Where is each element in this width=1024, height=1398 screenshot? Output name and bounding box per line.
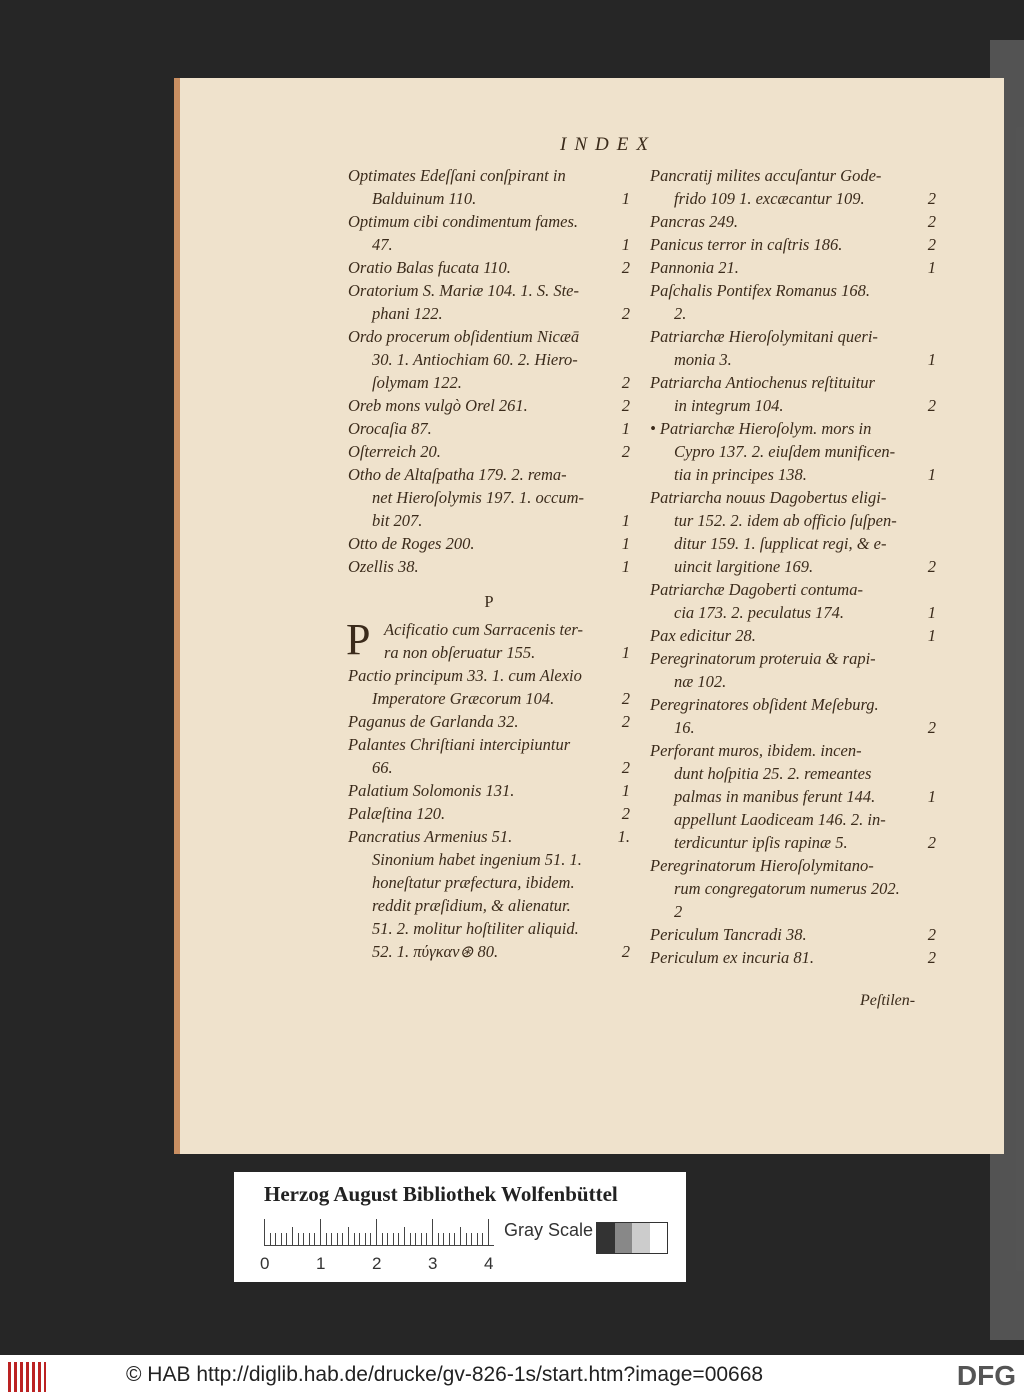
index-entry — [650, 923, 936, 946]
color-calibration-card — [234, 1172, 686, 1282]
entry-text: Orocaſia 87. — [348, 419, 432, 438]
section-letter: P — [484, 592, 494, 611]
index-entry — [348, 463, 630, 486]
entry-text: Peregrinatores obſident Meſeburg. — [650, 695, 879, 714]
dfg-logo: DFG — [956, 1360, 1016, 1391]
entry-text: Acificatio cum Sarracenis ter- — [384, 620, 583, 639]
ruler-tick — [454, 1233, 455, 1245]
entry-text: Peregrinatorum proteruia & rapi- — [650, 649, 876, 668]
index-entry — [650, 739, 936, 762]
entry-text: Periculum ex incuria 81. — [650, 948, 815, 967]
index-entry — [348, 917, 630, 940]
entry-text: frido 109 1. excæcantur 109. — [674, 189, 865, 208]
catchword: Peſtilen- — [860, 992, 916, 1009]
ruler-tick — [382, 1233, 383, 1245]
ruler-tick — [488, 1219, 489, 1245]
entry-text: Otto de Roges 200. — [348, 534, 475, 553]
ruler-tick — [466, 1233, 467, 1245]
entry-text: 51. 2. molitur hoſtiliter aliquid. — [372, 919, 579, 938]
ruler-tick — [354, 1233, 355, 1245]
index-entry — [650, 624, 936, 647]
entry-text: • Patriarchæ Hieroſolym. mors in — [650, 419, 872, 438]
entry-text: 52. 1. πύγκαν⊛ 80. — [372, 942, 499, 961]
entry-column-ref: 2 — [621, 396, 630, 415]
entry-text: Pax edicitur 28. — [650, 626, 756, 645]
index-entry — [348, 325, 630, 348]
entry-text: Perforant muros, ibidem. incen- — [650, 741, 862, 760]
index-entry — [348, 733, 630, 756]
ruler-tick — [286, 1233, 287, 1245]
index-entry — [348, 279, 630, 302]
entry-column-ref: 1 — [621, 557, 630, 576]
entry-text: Ozellis 38. — [348, 557, 419, 576]
index-entry — [650, 394, 936, 417]
index-entry — [348, 371, 630, 394]
ruler-tick — [398, 1233, 399, 1245]
index-entry — [348, 532, 630, 555]
entry-text: net Hieroſolymis 197. 1. occum- — [372, 488, 585, 507]
ruler-number: 0 — [260, 1254, 270, 1273]
ruler-tick — [438, 1233, 439, 1245]
ruler-tick — [264, 1219, 265, 1245]
entry-text: reddit præſidium, & alienatur. — [372, 896, 571, 915]
index-entry — [650, 279, 936, 302]
ruler-tick — [298, 1233, 299, 1245]
index-entry — [650, 716, 936, 739]
ruler-tick — [432, 1219, 433, 1245]
entry-text: Oſterreich 20. — [348, 442, 441, 461]
ruler-tick — [482, 1233, 483, 1245]
drop-cap-initial: P — [346, 615, 371, 664]
entry-text: Otho de Altaſpatha 179. 2. rema- — [348, 465, 567, 484]
index-entry — [348, 687, 630, 710]
ruler-tick — [281, 1233, 282, 1245]
entry-text: næ 102. — [674, 672, 727, 691]
entry-column-ref: 2 — [927, 396, 936, 415]
entry-text: Peregrinatorum Hieroſolymitano- — [650, 856, 874, 875]
ruler-tick — [410, 1233, 411, 1245]
ruler-tick — [471, 1233, 472, 1245]
ruler-number: 2 — [372, 1254, 382, 1273]
entry-text: Pancratij milites accuſantur Gode- — [650, 166, 882, 185]
entry-column-ref: 1 — [927, 258, 936, 277]
index-entry — [348, 710, 630, 733]
entry-text: Optimum cibi condimentum fames. — [348, 212, 579, 231]
index-entry — [348, 509, 630, 532]
entry-text: Oreb mons vulgò Orel 261. — [348, 396, 528, 415]
entry-text: Oratorium S. Mariæ 104. 1. S. Ste- — [348, 281, 579, 300]
index-entry — [650, 463, 936, 486]
entry-column-ref: 1 — [621, 511, 630, 530]
entry-column-ref: 2 — [621, 304, 630, 323]
entry-column-ref: 2 — [927, 189, 936, 208]
entry-text: Optimates Edeſſani conſpirant in — [348, 166, 566, 185]
index-entry — [348, 825, 630, 848]
entry-text: Patriarcha Antiochenus reſtituitur — [650, 373, 875, 392]
entry-text: 16. — [674, 718, 695, 737]
ruler-tick — [275, 1233, 276, 1245]
index-entry — [650, 555, 936, 578]
index-entry — [650, 302, 936, 325]
entry-text: phani 122. — [372, 304, 443, 323]
index-entry — [348, 802, 630, 825]
index-entry — [650, 233, 936, 256]
index-entry — [348, 555, 630, 578]
entry-text: Patriarchæ Dagoberti contuma- — [650, 580, 863, 599]
entry-text: 66. — [372, 758, 393, 777]
index-entry — [650, 187, 936, 210]
entry-text: tia in principes 138. — [674, 465, 807, 484]
ruler-tick — [443, 1233, 444, 1245]
index-entry — [650, 532, 936, 555]
ruler-tick — [387, 1233, 388, 1245]
index-entry — [348, 664, 630, 687]
entry-text: honeſtatur præfectura, ibidem. — [372, 873, 575, 892]
entry-text: in integrum 104. — [674, 396, 784, 415]
entry-text: 2. — [674, 304, 687, 323]
ruler-tick — [460, 1227, 461, 1245]
ruler-tick — [421, 1233, 422, 1245]
index-entry — [650, 164, 936, 187]
ruler-tick — [359, 1233, 360, 1245]
ruler-tick — [331, 1233, 332, 1245]
index-entry — [348, 256, 630, 279]
index-entry — [348, 348, 630, 371]
entry-text: Palatium Solomonis 131. — [348, 781, 515, 800]
entry-text: Periculum Tancradi 38. — [650, 925, 807, 944]
ruler-tick — [365, 1233, 366, 1245]
ruler-tick — [370, 1233, 371, 1245]
ruler-tick — [426, 1233, 427, 1245]
entry-column-ref: 2 — [621, 942, 630, 961]
entry-text: Balduinum 110. — [372, 189, 477, 208]
index-entry — [348, 618, 630, 641]
index-entry — [348, 394, 630, 417]
entry-text: ditur 159. 1. ſupplicat regi, & e- — [674, 534, 887, 553]
entry-text: tur 152. 2. idem ab officio ſuſpen- — [674, 511, 897, 530]
entry-column-ref: 1 — [927, 787, 936, 806]
index-entry — [650, 670, 936, 693]
ruler-tick — [270, 1233, 271, 1245]
ruler-tick — [303, 1233, 304, 1245]
entry-text: 30. 1. Antiochiam 60. 2. Hiero- — [372, 350, 578, 369]
index-entry — [650, 440, 936, 463]
entry-text: Pancratius Armenius 51. — [348, 827, 513, 846]
entry-column-ref: 2 — [621, 689, 630, 708]
index-entry — [650, 210, 936, 233]
index-entry — [348, 164, 630, 187]
entry-text: palmas in manibus ferunt 144. — [674, 787, 876, 806]
entry-text: Palæſtina 120. — [348, 804, 446, 823]
entry-text: uincit largitione 169. — [674, 557, 814, 576]
entry-text: Pancras 249. — [650, 212, 738, 231]
index-entry — [348, 641, 630, 664]
index-entry — [650, 325, 936, 348]
entry-column-ref: 2 — [621, 804, 630, 823]
entry-column-ref: 2 — [927, 948, 936, 967]
index-entry — [650, 578, 936, 601]
index-entry — [348, 779, 630, 802]
entry-column-ref: 1 — [927, 465, 936, 484]
ruler-tick — [393, 1233, 394, 1245]
entry-column-ref: 2 — [621, 373, 630, 392]
index-entry — [650, 946, 936, 969]
entry-text: terdicuntur ipſis rapinæ 5. — [674, 833, 848, 852]
ruler-tick — [326, 1233, 327, 1245]
ruler-tick — [348, 1227, 349, 1245]
entry-text: Palantes Chriſtiani intercipiuntur — [348, 735, 571, 754]
index-entry — [650, 808, 936, 831]
entry-column-ref: 2 — [621, 758, 630, 777]
index-entry — [650, 762, 936, 785]
ruler-tick — [415, 1233, 416, 1245]
ruler — [264, 1220, 494, 1246]
index-entry — [650, 854, 936, 877]
entry-text: appellunt Laodiceam 146. 2. in- — [674, 810, 886, 829]
entry-column-ref: 1 — [621, 419, 630, 438]
index-entry — [650, 693, 936, 716]
gray-scale-label: Gray Scale — [504, 1220, 594, 1240]
index-entry — [650, 601, 936, 624]
index-entry — [650, 877, 936, 900]
ruler-number: 3 — [428, 1254, 438, 1273]
index-entry — [348, 233, 630, 256]
index-entry — [650, 509, 936, 532]
right-column — [650, 164, 936, 969]
index-entry — [348, 417, 630, 440]
entry-text: ra non obſeruatur 155. — [384, 643, 536, 662]
index-entry — [348, 940, 630, 963]
entry-column-ref: 1 — [621, 781, 630, 800]
footer-link[interactable]: © HAB http://diglib.hab.de/drucke/gv-826-1s/start.htm?image=00668 — [126, 1363, 764, 1386]
entry-column-ref: 1 — [927, 626, 936, 645]
index-entry — [348, 871, 630, 894]
entry-column-ref: 1 — [927, 350, 936, 369]
entry-column-ref: 1 — [621, 534, 630, 553]
index-entry — [348, 187, 630, 210]
entry-column-ref: 1 — [621, 235, 630, 254]
entry-column-ref: 2 — [927, 925, 936, 944]
entry-text: bit 207. — [372, 511, 423, 530]
entry-text: Pannonia 21. — [650, 258, 739, 277]
entry-column-ref: 2 — [621, 712, 630, 731]
entry-text: monia 3. — [674, 350, 732, 369]
entry-text: rum congregatorum numerus 202. — [674, 879, 900, 898]
index-entry — [348, 302, 630, 325]
entry-column-ref: 2 — [927, 235, 936, 254]
index-entry — [348, 486, 630, 509]
entry-text: 47. — [372, 235, 393, 254]
ruler-tick — [320, 1219, 321, 1245]
entry-text: 2 — [674, 902, 683, 921]
entry-text: ſolymam 122. — [372, 373, 462, 392]
entry-text: Imperatore Græcorum 104. — [372, 689, 555, 708]
entry-text: Patriarcha nouus Dagobertus eligi- — [650, 488, 887, 507]
ruler-tick — [292, 1227, 293, 1245]
index-entry — [348, 210, 630, 233]
index-entry — [650, 348, 936, 371]
entry-column-ref: 2 — [621, 442, 630, 461]
left-column — [348, 164, 630, 963]
ruler-number: 1 — [316, 1254, 326, 1273]
entry-column-ref: 2 — [927, 833, 936, 852]
entry-text: Panicus terror in caſtris 186. — [650, 235, 843, 254]
entry-text: Pactio principum 33. 1. cum Alexio — [348, 666, 582, 685]
ruler-tick — [342, 1233, 343, 1245]
footer-bar — [0, 1355, 1024, 1398]
ruler-tick — [309, 1233, 310, 1245]
index-entry — [348, 440, 630, 463]
ruler-number: 4 — [484, 1254, 494, 1273]
card-title: Herzog August Bibliothek Wolfenbüttel — [264, 1182, 618, 1206]
entry-text: Cypro 137. 2. eiuſdem munificen- — [674, 442, 896, 461]
gray-scale-swatches — [596, 1222, 668, 1254]
entry-column-ref: 2 — [927, 212, 936, 231]
entry-text: Paganus de Garlanda 32. — [348, 712, 519, 731]
entry-column-ref: 1. — [617, 827, 630, 846]
ruler-tick — [404, 1227, 405, 1245]
entry-text: cia 173. 2. peculatus 174. — [674, 603, 845, 622]
index-entry — [348, 894, 630, 917]
index-entry — [650, 486, 936, 509]
entry-column-ref: 1 — [621, 643, 630, 662]
index-entry — [650, 256, 936, 279]
index-entry — [650, 831, 936, 854]
index-entry — [650, 900, 936, 923]
entry-text: Ordo procerum obſidentium Nicæā — [348, 327, 580, 346]
ruler-tick — [376, 1219, 377, 1245]
hab-logo-icon — [8, 1362, 46, 1392]
entry-column-ref: 2 — [927, 718, 936, 737]
entry-column-ref: 1 — [927, 603, 936, 622]
entry-text: Sinonium habet ingenium 51. 1. — [372, 850, 582, 869]
ruler-tick — [314, 1233, 315, 1245]
index-entry — [650, 417, 936, 440]
ruler-tick — [449, 1233, 450, 1245]
index-entry — [650, 647, 936, 670]
entry-column-ref: 1 — [621, 189, 630, 208]
entry-column-ref: 2 — [927, 557, 936, 576]
page-heading: INDEX — [560, 134, 656, 155]
ruler-tick — [337, 1233, 338, 1245]
entry-text: Paſchalis Pontifex Romanus 168. — [650, 281, 870, 300]
ruler-tick — [477, 1233, 478, 1245]
index-entry — [348, 756, 630, 779]
entry-column-ref: 2 — [621, 258, 630, 277]
entry-text: dunt hoſpitia 25. 2. remeantes — [674, 764, 872, 783]
index-entry — [650, 371, 936, 394]
entry-text: Patriarchæ Hieroſolymitani queri- — [650, 327, 878, 346]
index-entry — [650, 785, 936, 808]
entry-text: Oratio Balas fucata 110. — [348, 258, 511, 277]
index-entry — [348, 848, 630, 871]
